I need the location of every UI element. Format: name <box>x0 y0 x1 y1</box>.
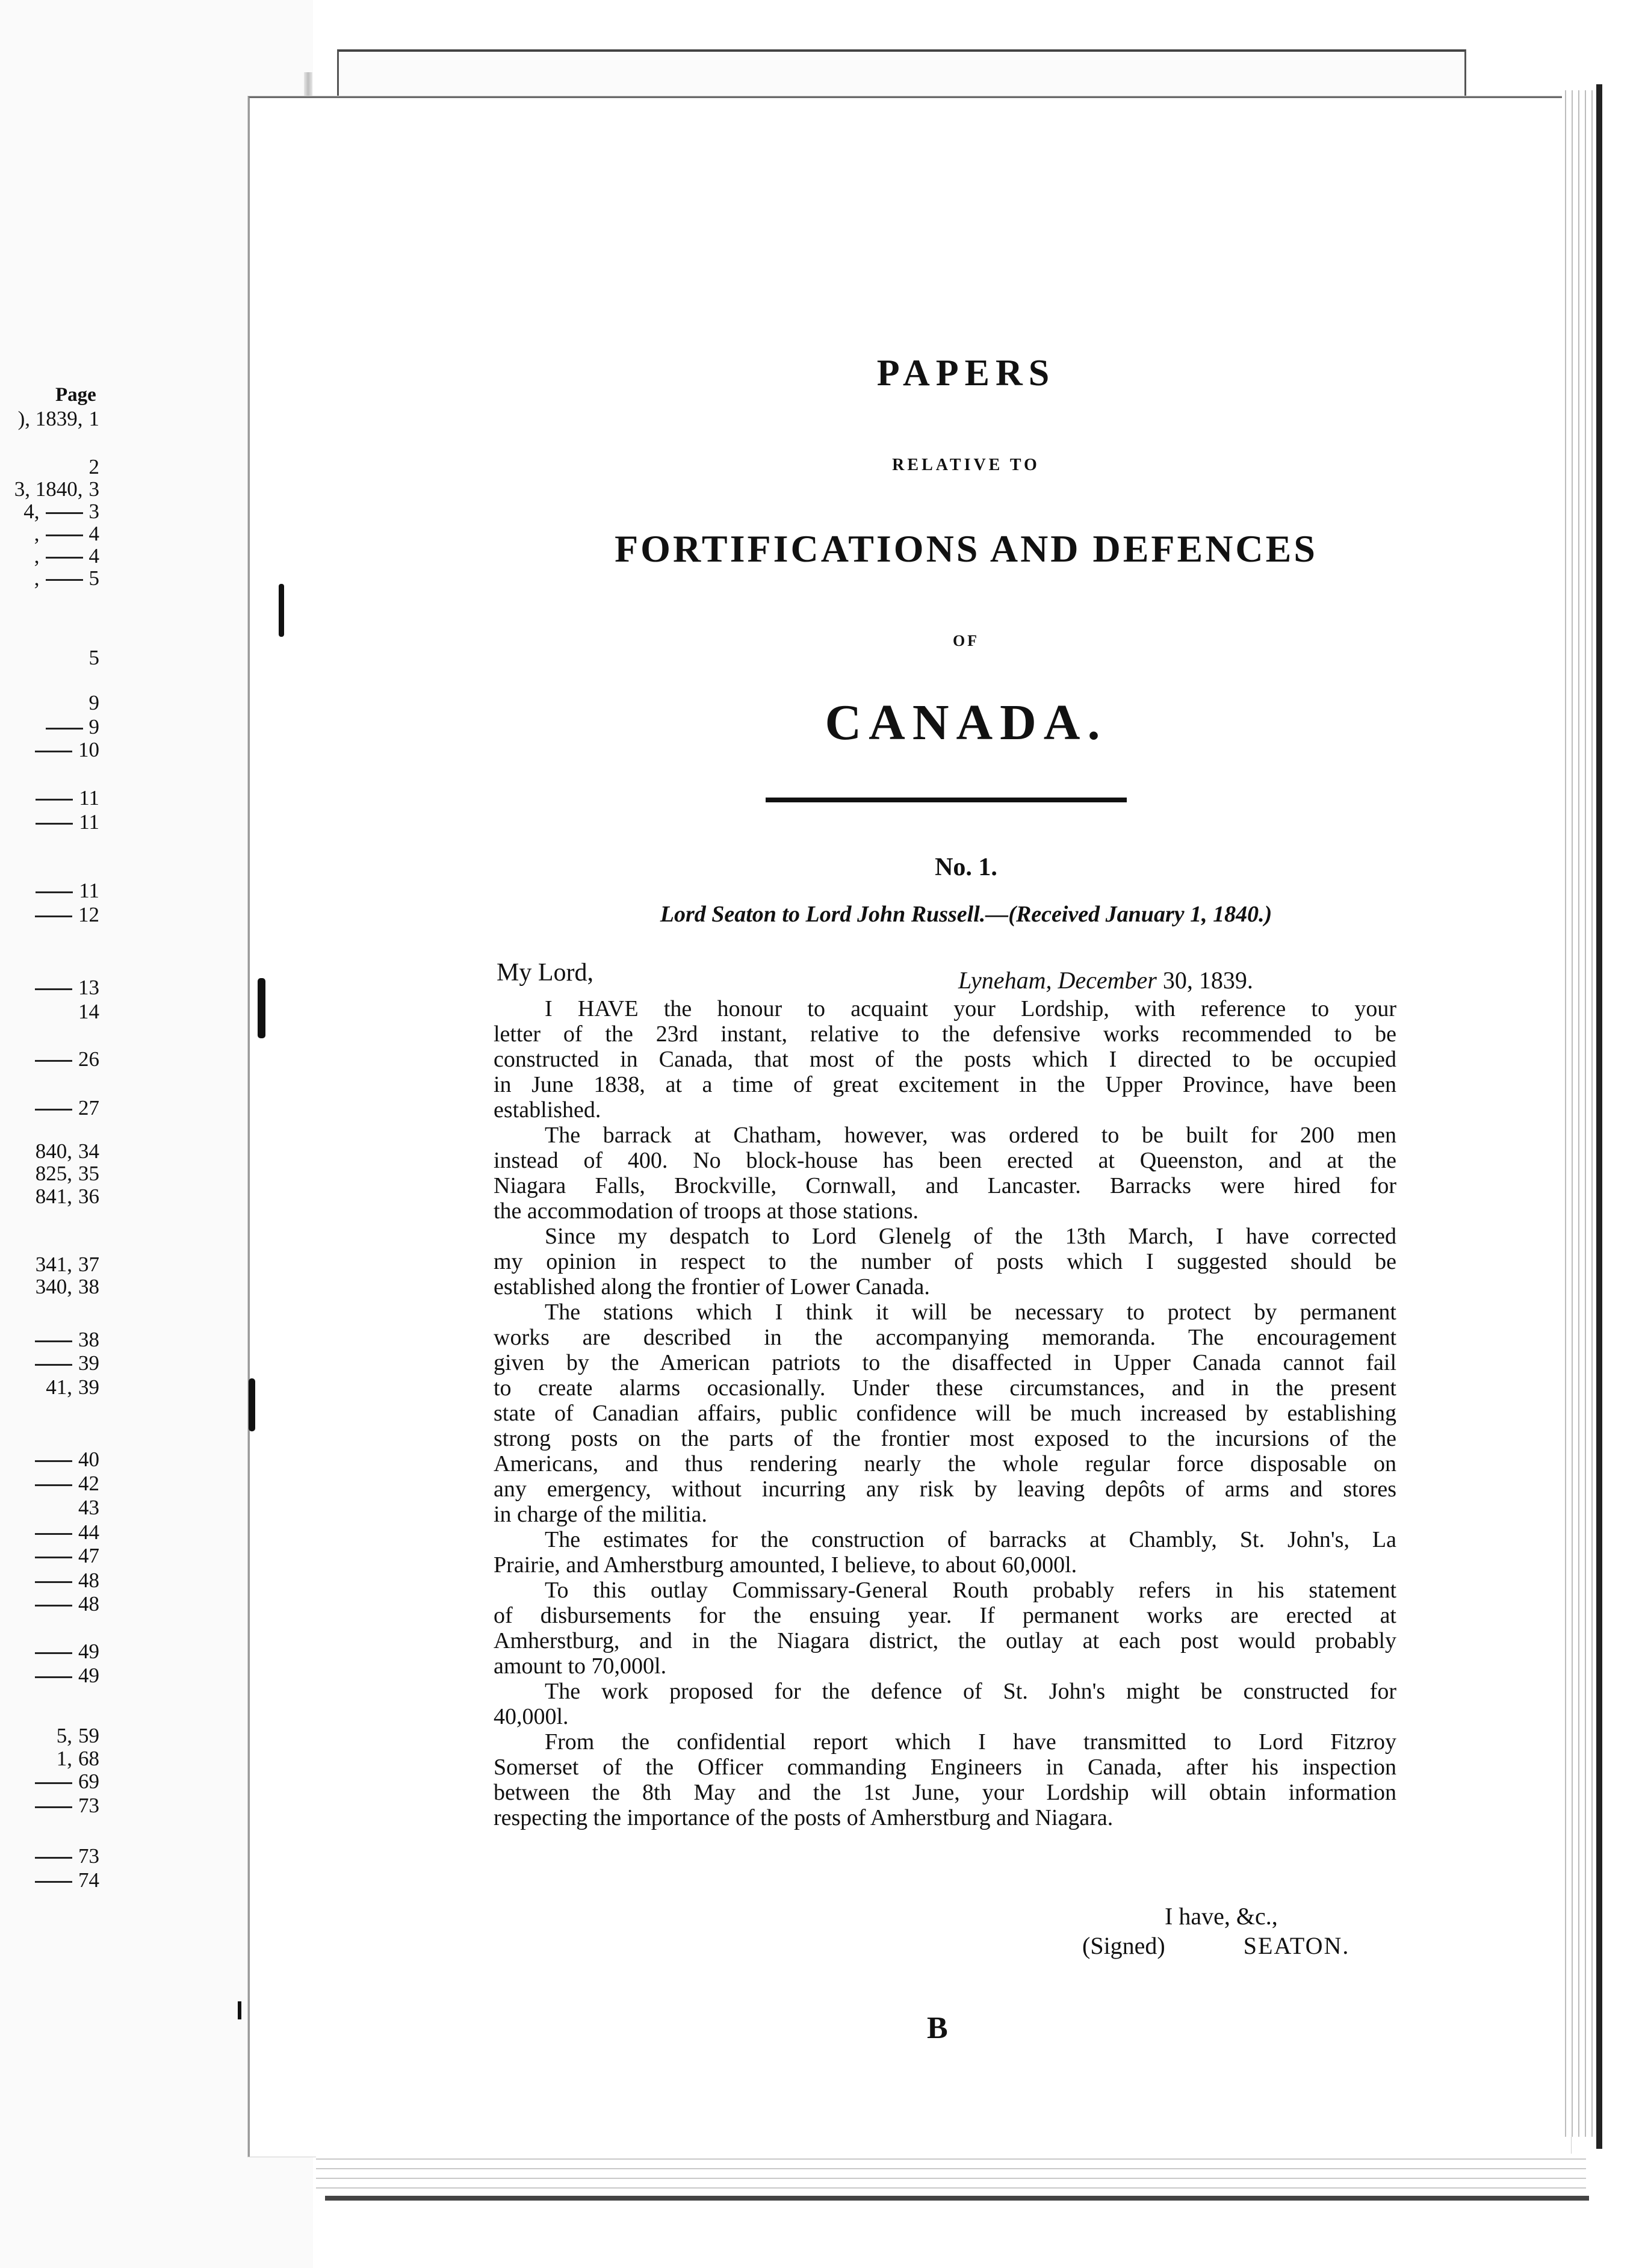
title-rule <box>766 798 1127 802</box>
index-dash <box>46 512 83 514</box>
index-entry-text: 841, <box>35 1185 72 1208</box>
letter-line: works are described in the accompanying memoranda. The encouragement <box>494 1325 1396 1350</box>
index-entry <box>23 501 99 522</box>
title-fortifications: FORTIFICATIONS AND DEFENCES <box>615 527 1318 570</box>
letter-line: The stations which I think it will be necessary to protect by permanent <box>545 1300 1396 1325</box>
index-dash <box>35 751 72 752</box>
index-dash <box>35 1652 72 1654</box>
index-page-number: 27 <box>78 1096 99 1120</box>
letter-line: given by the American patriots to the disaffected in Upper Canada cannot fail <box>494 1350 1396 1375</box>
index-entry <box>18 408 99 429</box>
bottom-page-edges <box>316 2154 1586 2196</box>
index-page-number: 42 <box>78 1472 99 1495</box>
letter-line: established along the frontier of Lower Canada. <box>494 1274 930 1300</box>
index-page-number: 2 <box>88 455 99 479</box>
index-entry-text: 41, <box>46 1375 72 1399</box>
signature-line <box>1082 1932 1349 1960</box>
index-page-heading: Page <box>55 384 96 406</box>
index-dash <box>35 916 72 917</box>
margin-mark <box>279 584 284 637</box>
index-dash <box>35 1557 72 1558</box>
index-entry-text: ), 1839, <box>17 407 83 430</box>
bottom-cover-edge <box>325 2196 1589 2201</box>
letter-line: strong posts on the parts of the frontier most exposed to the incursions of the <box>494 1426 1396 1451</box>
index-dash <box>35 1460 72 1462</box>
letter-line: instead of 400. No block-house has been erected at Queenston, and at the <box>494 1148 1396 1173</box>
letter-line: I HAVE the honour to acquaint your Lordship, with reference to your <box>545 996 1396 1021</box>
index-page-number: 12 <box>78 903 99 926</box>
letter-line: established. <box>494 1097 601 1123</box>
index-entry <box>34 568 99 589</box>
index-dash <box>35 1109 72 1111</box>
index-entry <box>35 1329 99 1350</box>
index-page-number: 13 <box>78 976 99 999</box>
top-page-edge <box>337 49 1466 101</box>
index-dash <box>35 988 72 990</box>
index-page-number: 48 <box>78 1569 99 1592</box>
letter-line: Since my despatch to Lord Glenelg of the 13th March, I have corrected <box>545 1224 1396 1249</box>
letter-line: letter of the 23rd instant, relative to the defensive works recommended to be <box>494 1021 1396 1047</box>
index-page-number: 5 <box>88 566 99 590</box>
letter-line: state of Canadian affairs, public confidence will be much increased by establishing <box>494 1401 1396 1426</box>
index-entry <box>35 1641 99 1662</box>
title-canada: CANADA. <box>825 695 1108 751</box>
letter-line: Niagara Falls, Brockville, Cornwall, and Lancaster. Barracks were hired for <box>494 1173 1396 1198</box>
index-page-number: 38 <box>78 1275 99 1298</box>
index-entry <box>57 1725 99 1746</box>
index-dash <box>46 728 83 730</box>
index-entry-text: 341, <box>35 1253 72 1276</box>
index-entry <box>89 692 100 713</box>
index-entry <box>34 545 99 566</box>
index-entry <box>35 1473 99 1494</box>
signature-mark: B <box>927 2011 948 2045</box>
index-dash <box>35 1881 72 1883</box>
letter-line: To this outlay Commissary-General Routh probably refers in his statement <box>545 1578 1396 1603</box>
letter-line: respecting the importance of the posts of Amherstburg and Niagara. <box>494 1805 1114 1830</box>
index-dash <box>46 534 83 536</box>
letter-line: in charge of the militia. <box>494 1502 707 1527</box>
letter-line: my opinion in respect to the number of posts which I suggested should be <box>494 1249 1396 1274</box>
index-page-number: 4 <box>88 544 99 568</box>
index-dash <box>35 1857 72 1859</box>
letter-line: Americans, and thus rendering nearly the whole regular force disposable on <box>494 1451 1396 1476</box>
index-page-number: 49 <box>78 1664 99 1687</box>
letter-line: any emergency, without incurring any risk by leaving depôts of arms and stores <box>494 1476 1396 1502</box>
index-entry-text: , <box>34 522 40 545</box>
date-month: December <box>1058 967 1157 994</box>
index-page-number: 73 <box>78 1794 99 1817</box>
index-page-number: 14 <box>78 1000 99 1023</box>
index-entry <box>35 1570 99 1591</box>
index-page-number: 9 <box>88 691 99 714</box>
index-dash <box>35 1340 72 1342</box>
index-page-number: 26 <box>78 1047 99 1071</box>
index-dash <box>36 823 73 825</box>
letter-line: of disbursements for the ensuing year. If permanent works are erected at <box>494 1603 1396 1628</box>
salutation: My Lord, <box>497 959 593 987</box>
index-entry-text: 5, <box>56 1724 72 1747</box>
index-dash <box>35 1605 72 1606</box>
index-entry-text: , <box>34 544 40 568</box>
letter-number: No. 1. <box>935 854 997 881</box>
right-page-edges <box>1562 90 1595 2137</box>
index-entry <box>36 1186 99 1207</box>
index-page-number: 49 <box>78 1640 99 1663</box>
index-page-number: 69 <box>78 1770 99 1793</box>
letter-line: in June 1838, at a time of great excitement in the Upper Province, have been <box>494 1072 1396 1097</box>
index-dash <box>35 1581 72 1583</box>
index-entry <box>35 1097 99 1118</box>
index-entry-text: , <box>34 566 40 590</box>
index-page-number: 34 <box>78 1139 99 1163</box>
index-entry <box>35 1771 99 1792</box>
letter-line: The estimates for the construction of barracks at Chambly, St. John's, La <box>545 1527 1396 1552</box>
letter-line: Prairie, and Amherstburg amounted, I believe, to about 60,000l. <box>494 1552 1077 1578</box>
index-dash <box>36 799 73 801</box>
index-entry-text: 1, <box>56 1747 72 1770</box>
index-entry <box>35 739 99 760</box>
index-page-number: 3 <box>88 477 99 501</box>
closing: I have, &c., <box>1165 1903 1278 1930</box>
index-page-number: 38 <box>78 1328 99 1351</box>
title-papers: PAPERS <box>876 353 1056 394</box>
index-page-number: 9 <box>88 715 99 739</box>
index-page-number: 40 <box>78 1448 99 1471</box>
index-entry <box>35 904 99 925</box>
index-entry <box>35 977 99 998</box>
letter-subheading: Lord Seaton to Lord John Russell.—(Received January 1, 1840.) <box>660 902 1272 927</box>
index-entry <box>35 1795 99 1816</box>
index-entry <box>35 1870 99 1891</box>
index-entry <box>89 647 100 668</box>
title-relative-to: RELATIVE TO <box>892 456 1040 474</box>
index-dash <box>35 1806 72 1808</box>
index-entry <box>35 1522 99 1543</box>
index-page-number: 39 <box>78 1351 99 1375</box>
index-entry-text: 3, 1840, <box>14 477 83 501</box>
letter-line: amount to 70,000l. <box>494 1653 667 1679</box>
index-entry-text: 4, <box>23 500 40 523</box>
index-page-number: 1 <box>88 407 99 430</box>
index-entry <box>78 1001 99 1022</box>
letter-line: The barrack at Chatham, however, was ordered to be built for 200 men <box>545 1123 1396 1148</box>
index-dash <box>35 1364 72 1366</box>
index-page-number: 11 <box>79 879 99 902</box>
index-page-number: 37 <box>78 1253 99 1276</box>
right-cover-edge <box>1596 84 1602 2149</box>
index-entry-text: 340, <box>35 1275 72 1298</box>
margin-mark <box>249 1378 255 1431</box>
index-page-number: 35 <box>78 1162 99 1185</box>
index-entry <box>36 787 99 808</box>
title-of: OF <box>952 632 980 649</box>
index-page-number: 11 <box>79 786 99 810</box>
index-entry <box>35 1449 99 1470</box>
signature: SEATON. <box>1243 1932 1350 1959</box>
index-entry <box>34 523 99 544</box>
index-page-number: 10 <box>78 738 99 761</box>
letter-line: From the confidential report which I have transmitted to Lord Fitzroy <box>545 1729 1396 1755</box>
index-page-number: 43 <box>78 1496 99 1519</box>
index-page-number: 11 <box>79 810 99 834</box>
letter-line: between the 8th May and the 1st June, your Lordship will obtain information <box>494 1780 1396 1805</box>
letter-line: 40,000l. <box>494 1704 569 1729</box>
index-entry <box>57 1748 99 1769</box>
index-dash <box>35 1676 72 1678</box>
index-entry <box>36 880 99 901</box>
date-rest: 30, 1839. <box>1162 967 1253 994</box>
index-entry <box>46 716 100 737</box>
index-page-number: 73 <box>78 1844 99 1868</box>
letter-line: The work proposed for the defence of St. John's might be constructed for <box>545 1679 1396 1704</box>
index-page-number: 59 <box>78 1724 99 1747</box>
index-entry <box>35 1665 99 1686</box>
index-entry <box>36 1276 99 1297</box>
letter-line: to create alarms occasionally. Under these circumstances, and in the present <box>494 1375 1396 1401</box>
margin-mark <box>238 2001 241 2019</box>
letter-line: constructed in Canada, that most of the posts which I directed to be occupied <box>494 1047 1396 1072</box>
index-entry <box>36 1254 99 1275</box>
index-page-number: 39 <box>78 1375 99 1399</box>
index-entry <box>35 1845 99 1867</box>
place-date <box>958 966 1253 994</box>
index-entry <box>35 1049 99 1070</box>
index-page-number: 47 <box>78 1544 99 1567</box>
index-entry <box>36 1163 99 1184</box>
place: Lyneham, <box>958 967 1052 994</box>
index-entry <box>36 811 99 832</box>
index-entry <box>35 1593 99 1614</box>
index-entry <box>14 479 99 500</box>
index-page-number: 4 <box>88 522 99 545</box>
letter-line: Somerset of the Officer commanding Engineers in Canada, after his inspection <box>494 1755 1396 1780</box>
index-entry <box>36 1141 99 1162</box>
index-entry <box>78 1497 99 1518</box>
index-dash <box>36 891 73 893</box>
index-dash <box>46 579 83 581</box>
index-dash <box>35 1533 72 1535</box>
index-entry <box>35 1545 99 1566</box>
index-page-number: 3 <box>88 500 99 523</box>
letter-line: Amherstburg, and in the Niagara district, the outlay at each post would probably <box>494 1628 1396 1653</box>
index-page-number: 74 <box>78 1868 99 1892</box>
margin-mark <box>258 978 265 1038</box>
index-page-number: 36 <box>78 1185 99 1208</box>
letter-body <box>494 996 1396 1830</box>
index-dash <box>35 1484 72 1486</box>
index-dash <box>35 1782 72 1784</box>
signed-label: (Signed) <box>1082 1932 1165 1959</box>
index-entry <box>35 1352 99 1374</box>
index-page-number: 5 <box>88 646 99 669</box>
index-entry-text: 840, <box>35 1139 72 1163</box>
index-dash <box>46 557 83 559</box>
index-dash <box>35 1060 72 1062</box>
index-entry <box>89 456 100 477</box>
index-page-number: 48 <box>78 1592 99 1616</box>
index-page-number: 44 <box>78 1520 99 1544</box>
letter-line: the accommodation of troops at those stations. <box>494 1198 919 1224</box>
index-page-number: 68 <box>78 1747 99 1770</box>
index-entry <box>46 1377 99 1398</box>
index-entry-text: 825, <box>35 1162 72 1185</box>
